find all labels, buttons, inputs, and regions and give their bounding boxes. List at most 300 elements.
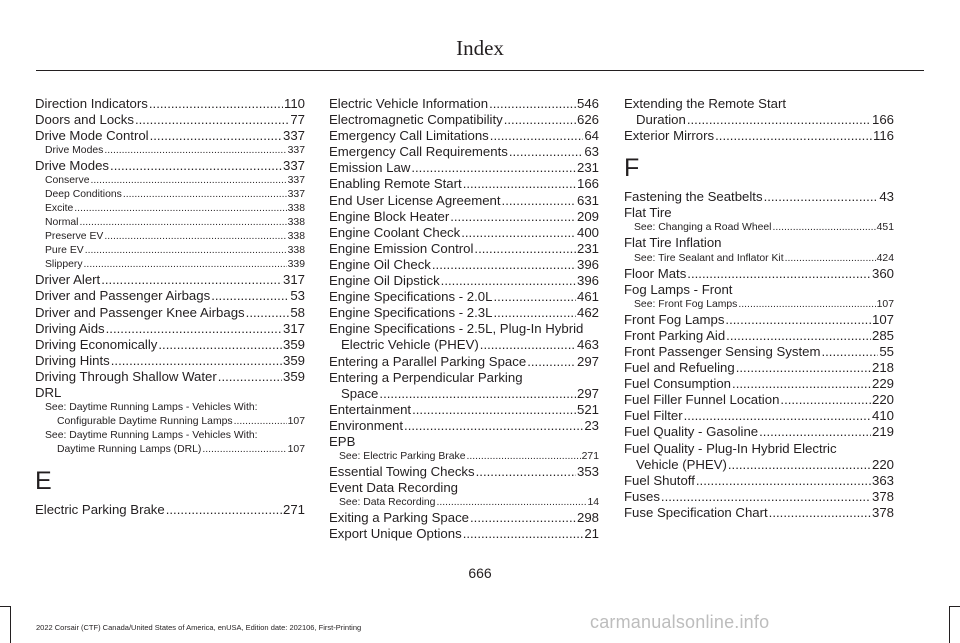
index-page-link[interactable]: 23 [584, 417, 599, 433]
crop-mark [10, 606, 11, 643]
dot-leader [725, 312, 871, 328]
index-entry-line [329, 289, 599, 305]
dot-leader [738, 298, 875, 312]
index-entry [624, 408, 894, 424]
index-entry-line [329, 257, 599, 273]
index-entry-term: Doors and Locks [35, 112, 134, 128]
index-entry-term: Fog Lamps - Front [624, 281, 733, 297]
index-entry-line [329, 112, 599, 128]
index-subentry [35, 230, 305, 244]
index-entry [329, 96, 599, 112]
index-page-link[interactable]: 53 [290, 288, 305, 304]
dot-leader [463, 526, 584, 542]
index-entry [35, 369, 305, 385]
index-entry [624, 473, 894, 489]
index-page-link[interactable]: 337 [287, 189, 305, 201]
index-entry-line [329, 526, 599, 542]
index-entry-term: Fastening the Seatbelts [624, 189, 763, 205]
index-page-link[interactable]: 218 [871, 360, 894, 376]
index-entry [329, 193, 599, 209]
index-subentry [35, 258, 305, 272]
index-entry-term: Pure EV [45, 245, 84, 257]
index-page-link[interactable]: 231 [576, 160, 599, 176]
index-entry-line [45, 415, 305, 429]
index-entry-term: Deep Conditions [45, 189, 122, 201]
index-entry-line [624, 112, 894, 128]
index-column-3 [624, 96, 894, 521]
dot-leader [166, 502, 282, 518]
index-entry [329, 464, 599, 480]
dot-leader [736, 360, 871, 376]
index-entry-term: Vehicle (PHEV) [636, 456, 727, 472]
index-entry-line [624, 473, 894, 489]
crop-mark [949, 606, 950, 643]
index-entry [624, 235, 894, 251]
index-entry-term: Environment [329, 417, 404, 433]
index-entry [329, 144, 599, 160]
dot-leader [461, 225, 576, 241]
index-entry [35, 502, 305, 518]
dot-leader [211, 288, 289, 304]
index-entry-line [35, 128, 305, 144]
index-entry-line [35, 502, 305, 518]
dot-leader [474, 241, 576, 257]
index-page-link[interactable]: 546 [576, 96, 599, 111]
index-entry-term: Emission Law [329, 160, 411, 176]
dot-leader [90, 174, 286, 188]
index-page-link[interactable]: 521 [576, 401, 599, 417]
index-page-link[interactable]: 271 [282, 502, 305, 518]
index-entry-term: Driving Through Shallow Water [35, 368, 217, 384]
dot-leader [158, 337, 282, 353]
see-reference [624, 221, 894, 235]
index-entry [329, 273, 599, 289]
index-page-link[interactable]: 21 [584, 526, 599, 542]
crop-mark [0, 606, 10, 607]
index-page-link[interactable]: 462 [576, 305, 599, 321]
index-entry-term: Enabling Remote Start [329, 176, 462, 192]
dot-leader [104, 144, 286, 158]
index-entry [35, 128, 305, 144]
index-entry [624, 128, 894, 144]
index-entry-line [624, 489, 894, 505]
index-entry-line [329, 305, 599, 321]
dot-leader [110, 158, 282, 174]
index-entry [329, 526, 599, 542]
index-entry-line [35, 353, 305, 369]
index-page-link[interactable]: 110 [283, 96, 305, 111]
index-entry [35, 112, 305, 128]
index-entry-term: Exterior Mirrors [624, 128, 715, 144]
dot-leader [466, 450, 580, 464]
index-entry-term: DRL [35, 385, 62, 401]
index-page-link[interactable]: 43 [879, 189, 894, 205]
index-entry-line [329, 273, 599, 289]
dot-leader [509, 144, 583, 160]
index-entry-term: Flat Tire [624, 205, 672, 221]
index-page-link[interactable]: 63 [584, 144, 599, 160]
dot-leader [149, 96, 283, 112]
dot-leader [480, 337, 576, 353]
index-page-link[interactable]: 14 [587, 497, 599, 509]
index-entry-line [35, 158, 305, 174]
index-entry-term: See: Data Recording [339, 497, 436, 509]
index-entry-line [329, 241, 599, 257]
index-entry-line [329, 193, 599, 209]
index-entry-term: Electric Vehicle (PHEV) [341, 337, 479, 353]
index-page-link[interactable]: 396 [576, 256, 599, 272]
dot-leader [111, 353, 282, 369]
index-entry [35, 353, 305, 369]
dot-leader [687, 266, 871, 282]
index-entry-line [329, 464, 599, 480]
dot-leader [463, 176, 576, 192]
index-entry [329, 480, 599, 496]
index-page-link[interactable]: 116 [872, 128, 894, 144]
dot-leader [404, 418, 583, 434]
index-entry-line [45, 244, 305, 258]
index-page-link[interactable]: 297 [576, 353, 599, 369]
index-entry [35, 288, 305, 304]
index-page-link[interactable]: 424 [876, 252, 894, 264]
index-entry [329, 257, 599, 273]
index-entry-term: Fuse Specification Chart [624, 504, 768, 520]
dot-leader [412, 402, 576, 418]
index-entry-term: Fuel Quality - Gasoline [624, 424, 759, 440]
dot-leader [715, 128, 872, 144]
index-page-link[interactable]: 337 [287, 145, 305, 157]
see-reference [329, 496, 599, 510]
index-entry-line [634, 221, 894, 235]
index-entry [35, 158, 305, 174]
dot-leader [450, 209, 576, 225]
index-entry-term: Entertainment [329, 401, 412, 417]
index-entry-term: Extending the Remote Start [624, 96, 787, 111]
index-page-link[interactable]: 58 [290, 304, 305, 320]
see-reference [624, 298, 894, 312]
index-entry-term: Configurable Daytime Running Lamps [57, 416, 233, 428]
dot-leader [785, 252, 876, 266]
index-page-link[interactable]: 220 [871, 392, 894, 408]
dot-leader [772, 221, 875, 235]
index-entry [624, 205, 894, 221]
crop-mark [950, 606, 960, 607]
index-entry-line [329, 160, 599, 176]
index-entry [35, 305, 305, 321]
index-entry-term: Slippery [45, 259, 83, 271]
index-entry-line [339, 450, 599, 464]
index-page-link[interactable]: 220 [871, 456, 894, 472]
index-entry [329, 418, 599, 434]
dot-leader [493, 289, 576, 305]
index-entry [329, 112, 599, 128]
dot-leader [74, 202, 286, 216]
index-page-link[interactable]: 107 [876, 298, 894, 310]
index-entry-line [45, 174, 305, 188]
dot-leader [123, 188, 287, 202]
index-page-link[interactable]: 209 [576, 208, 599, 224]
index-page-link[interactable]: 107 [287, 444, 305, 456]
index-entry-term: Conserve [45, 175, 90, 187]
index-entry-term: See: Changing a Road Wheel [634, 222, 772, 234]
index-entry-term: Duration [636, 112, 686, 128]
index-entry [624, 266, 894, 282]
index-entry-term: Exiting a Parking Space [329, 510, 470, 526]
dot-leader [764, 189, 879, 205]
dot-leader [246, 305, 290, 321]
index-page-link[interactable]: 166 [576, 176, 599, 192]
dot-leader [441, 273, 576, 289]
index-entry-line [45, 443, 305, 457]
dot-leader [85, 244, 287, 258]
index-entry-term: Engine Emission Control [329, 240, 474, 256]
index-entry [624, 489, 894, 505]
dot-leader [726, 328, 871, 344]
index-entry-term: Daytime Running Lamps (DRL) [57, 444, 202, 456]
index-entry-term: Direction Indicators [35, 96, 148, 111]
index-entry-line [624, 360, 894, 376]
index-page-link[interactable]: 317 [282, 272, 305, 288]
index-entry-term: EPB [329, 433, 356, 449]
index-entry-line [624, 505, 894, 521]
index-entry-term: Event Data Recording [329, 480, 459, 496]
dot-leader [493, 305, 576, 321]
index-page-link[interactable]: 378 [871, 488, 894, 504]
index-entry-term: See: Front Fog Lamps [634, 298, 738, 310]
index-entry-line [624, 457, 894, 473]
index-entry-term: Normal [45, 217, 79, 229]
dot-leader [135, 112, 289, 128]
index-entry [329, 209, 599, 225]
index-page-link[interactable]: 285 [871, 327, 894, 343]
dot-leader [436, 496, 586, 510]
index-page-link[interactable]: 317 [282, 320, 305, 336]
index-entry-line [45, 188, 305, 202]
index-entry-term: See: Tire Sealant and Inflator Kit [634, 252, 784, 264]
index-entry-term: Driving Hints [35, 352, 110, 368]
index-page-link[interactable]: 338 [287, 231, 305, 243]
index-entry-term: Drive Modes [35, 158, 110, 174]
index-page-link[interactable]: 360 [871, 265, 894, 281]
index-page-link[interactable]: 626 [576, 112, 599, 128]
see-reference [35, 401, 305, 429]
index-entry-line [45, 258, 305, 272]
index-page-link[interactable]: 231 [576, 240, 599, 256]
index-entry-term: Fuses [624, 488, 660, 504]
index-page-link[interactable]: 77 [290, 112, 305, 128]
index-entry [624, 328, 894, 344]
index-entry-line [624, 128, 894, 144]
index-entry [624, 344, 894, 360]
dot-leader [684, 408, 871, 424]
index-entry [624, 376, 894, 392]
index-entry-line [624, 392, 894, 408]
index-entry-line [35, 96, 305, 112]
index-entry-term: Engine Oil Check [329, 256, 431, 272]
index-entry-term: Emergency Call Requirements [329, 144, 508, 160]
index-entry-line [634, 252, 894, 266]
index-entry-term: Driving Economically [35, 336, 158, 352]
index-entry-line [624, 376, 894, 392]
dot-leader [234, 415, 287, 429]
index-entry-line [329, 128, 599, 144]
index-page-link[interactable]: 64 [584, 128, 599, 144]
index-entry-line [35, 272, 305, 288]
index-page-link[interactable]: 359 [282, 352, 305, 368]
index-entry-line [329, 209, 599, 225]
section-letter: E [35, 467, 52, 496]
index-entry-term: Entering a Parallel Parking Space [329, 353, 527, 369]
index-entry [329, 370, 599, 402]
dot-leader [150, 128, 282, 144]
index-column-2 [329, 96, 599, 542]
dot-leader [821, 344, 878, 360]
index-entry [35, 272, 305, 288]
index-entry [329, 305, 599, 321]
section-letter: F [624, 154, 640, 183]
index-subentry [35, 244, 305, 258]
index-subentry [35, 216, 305, 230]
index-page-link[interactable]: 229 [871, 376, 894, 392]
index-entry [329, 225, 599, 241]
index-page-link[interactable]: 337 [287, 175, 305, 187]
index-page-link[interactable]: 338 [287, 217, 305, 229]
index-entry-term: Entering a Perpendicular Parking [329, 369, 523, 385]
index-entry [624, 441, 894, 473]
index-entry [329, 510, 599, 526]
index-page-link[interactable]: 107 [287, 416, 305, 428]
index-page-link[interactable]: 400 [576, 224, 599, 240]
dot-leader [728, 457, 871, 473]
index-entry-line [35, 288, 305, 304]
index-page-link[interactable]: 378 [871, 504, 894, 520]
index-page-link[interactable]: 338 [287, 203, 305, 215]
index-entry-line [329, 402, 599, 418]
index-entry-term: See: Daytime Running Lamps - Vehicles With: [45, 402, 258, 414]
index-entry-term: Engine Oil Dipstick [329, 273, 440, 289]
index-entry [329, 160, 599, 176]
index-entry-term: Driver Alert [35, 272, 101, 288]
dot-leader [470, 510, 576, 526]
index-entry-line [329, 510, 599, 526]
index-entry-line [329, 225, 599, 241]
header-rule [36, 70, 924, 71]
index-entry-line [624, 266, 894, 282]
index-entry [624, 282, 894, 298]
index-entry-line [329, 418, 599, 434]
index-entry [624, 392, 894, 408]
dot-leader [490, 128, 584, 144]
dot-leader [696, 473, 871, 489]
index-entry-term: Fuel Consumption [624, 376, 732, 392]
dot-leader [502, 193, 576, 209]
index-entry-term: Fuel and Refueling [624, 360, 735, 376]
index-subentry [35, 144, 305, 158]
index-entry [329, 176, 599, 192]
dot-leader [732, 376, 871, 392]
index-entry-term: Fuel Quality - Plug-In Hybrid Electric [624, 440, 837, 456]
index-page-link[interactable]: 463 [576, 337, 599, 353]
index-page-link[interactable]: 359 [282, 336, 305, 352]
index-page-link[interactable]: 396 [576, 273, 599, 289]
dot-leader [84, 258, 287, 272]
index-page-link[interactable]: 166 [871, 112, 894, 128]
page-number: 666 [468, 565, 492, 581]
footer-edition-text: 2022 Corsair (CTF) Canada/United States of America, enUSA, Edition date: 202106, First-Printing [36, 623, 362, 632]
index-page-link[interactable]: 353 [576, 464, 599, 480]
index-page-link[interactable]: 339 [287, 259, 305, 271]
index-column-1 [35, 96, 305, 518]
index-page-link[interactable]: 298 [576, 510, 599, 526]
index-entry-term: Engine Coolant Check [329, 224, 461, 240]
index-entry [329, 321, 599, 353]
index-page-link[interactable]: 359 [282, 368, 305, 384]
dot-leader [527, 354, 576, 370]
see-reference [624, 252, 894, 266]
index-page-link[interactable]: 271 [581, 451, 599, 463]
index-entry-term: End User License Agreement [329, 192, 501, 208]
index-entry-line [329, 144, 599, 160]
index-entry [35, 385, 305, 401]
index-page-link[interactable]: 337 [282, 128, 305, 144]
index-entry-line [35, 337, 305, 353]
index-page-link[interactable]: 363 [871, 472, 894, 488]
index-entry-term: Engine Specifications - 2.0L [329, 289, 493, 305]
index-entry [624, 424, 894, 440]
dot-leader [80, 216, 287, 230]
index-entry-line [624, 328, 894, 344]
index-entry-term: Export Unique Options [329, 526, 462, 542]
index-entry-term: Drive Mode Control [35, 128, 149, 144]
index-page-link[interactable]: 55 [879, 343, 894, 359]
index-entry-term: Excite [45, 203, 74, 215]
index-entry-line [339, 496, 599, 510]
index-page-link[interactable]: 338 [287, 245, 305, 257]
dot-leader [101, 272, 282, 288]
page-title: Index [456, 36, 504, 60]
dot-leader [104, 230, 286, 244]
index-entry-term: Front Passenger Sensing System [624, 343, 821, 359]
index-page-link[interactable]: 451 [876, 222, 894, 234]
index-page-link[interactable]: 297 [576, 385, 599, 401]
dot-leader [432, 257, 576, 273]
index-entry-term: Flat Tire Inflation [624, 235, 722, 251]
index-page-link[interactable]: 107 [871, 311, 894, 327]
index-page-link[interactable]: 631 [576, 192, 599, 208]
index-entry [329, 354, 599, 370]
index-entry-term: Essential Towing Checks [329, 464, 475, 480]
index-page-link[interactable]: 337 [282, 158, 305, 174]
index-entry [35, 96, 305, 112]
index-entry-line [329, 386, 599, 402]
index-entry [624, 189, 894, 205]
index-entry-line [35, 369, 305, 385]
dot-leader [687, 112, 871, 128]
index-page-link[interactable]: 461 [576, 289, 599, 305]
index-page-link[interactable]: 219 [871, 424, 894, 440]
index-entry-term: Emergency Call Limitations [329, 128, 489, 144]
dot-leader [504, 112, 576, 128]
index-entry-line [329, 337, 599, 353]
dot-leader [106, 321, 282, 337]
index-entry [329, 128, 599, 144]
index-entry-line [624, 189, 894, 205]
dot-leader [489, 96, 576, 112]
index-entry-term: Floor Mats [624, 265, 687, 281]
index-entry-line [624, 344, 894, 360]
index-entry-line [35, 321, 305, 337]
index-page-link[interactable]: 410 [871, 408, 894, 424]
